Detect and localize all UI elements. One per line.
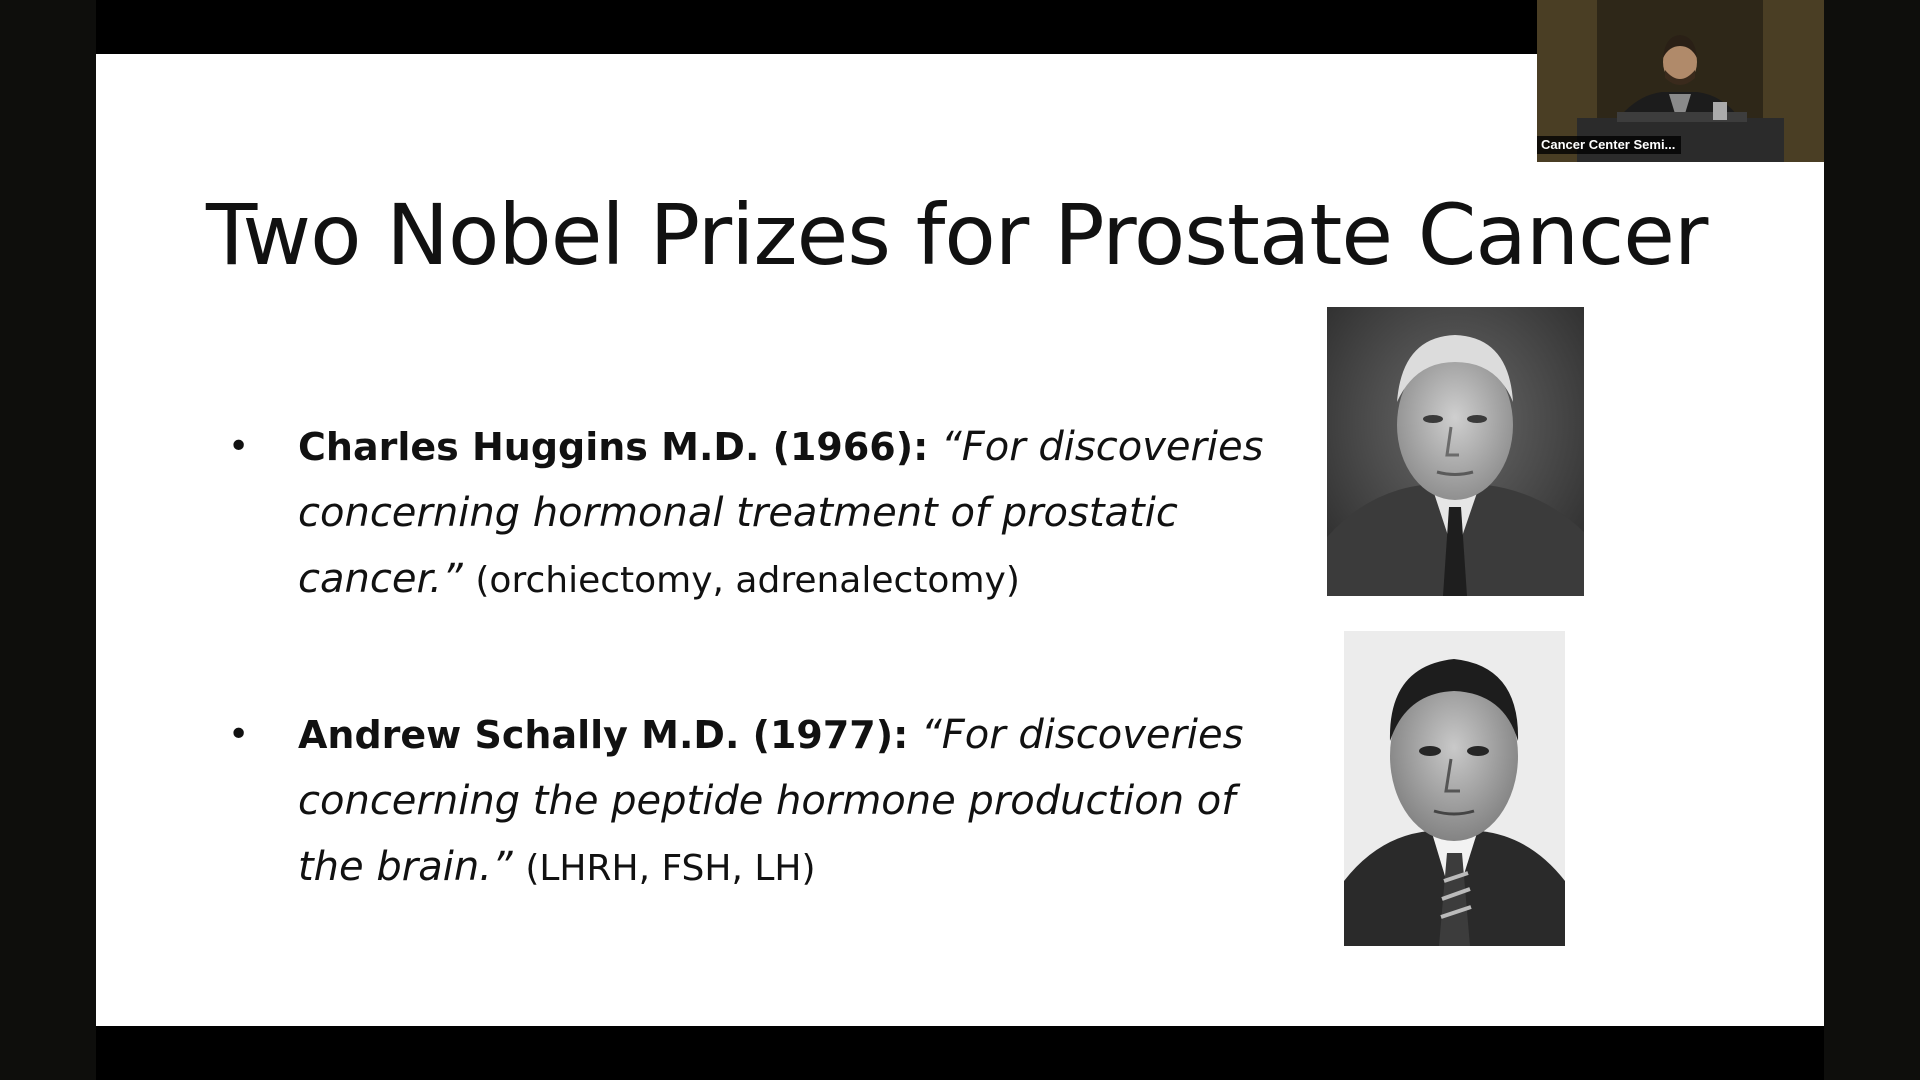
left-letterbox (0, 0, 96, 1080)
laureate-name: Charles Huggins M.D. (1966): (298, 425, 929, 469)
bullet-item-schally (228, 702, 1288, 902)
portrait-huggins (1327, 307, 1584, 596)
speaker-video-tile[interactable] (1537, 0, 1824, 162)
portrait-schally-image (1344, 631, 1565, 946)
portrait-schally (1344, 631, 1565, 946)
right-letterbox (1824, 0, 1920, 1080)
speaker-name-label: Cancer Center Semi... (1537, 136, 1681, 154)
bullet-item-huggins (228, 414, 1288, 614)
treatment-note: (LHRH, FSH, LH) (525, 848, 816, 889)
portrait-huggins-image (1327, 307, 1584, 596)
slide-title: Two Nobel Prizes for Prostate Cancer (206, 186, 1708, 284)
prize-citation: “For discoveries concerning the peptide hormone production of the brain.” (298, 712, 1244, 890)
bullet-list (228, 414, 1288, 990)
laureate-name: Andrew Schally M.D. (1977): (298, 713, 909, 757)
shared-slide (96, 54, 1824, 1026)
prize-citation: “For discoveries concerning hormonal treatment of prostatic cancer.” (298, 424, 1264, 602)
bullet-marker: • (228, 714, 250, 755)
treatment-note: (orchiectomy, adrenalectomy) (475, 560, 1020, 601)
bullet-marker: • (228, 426, 250, 467)
